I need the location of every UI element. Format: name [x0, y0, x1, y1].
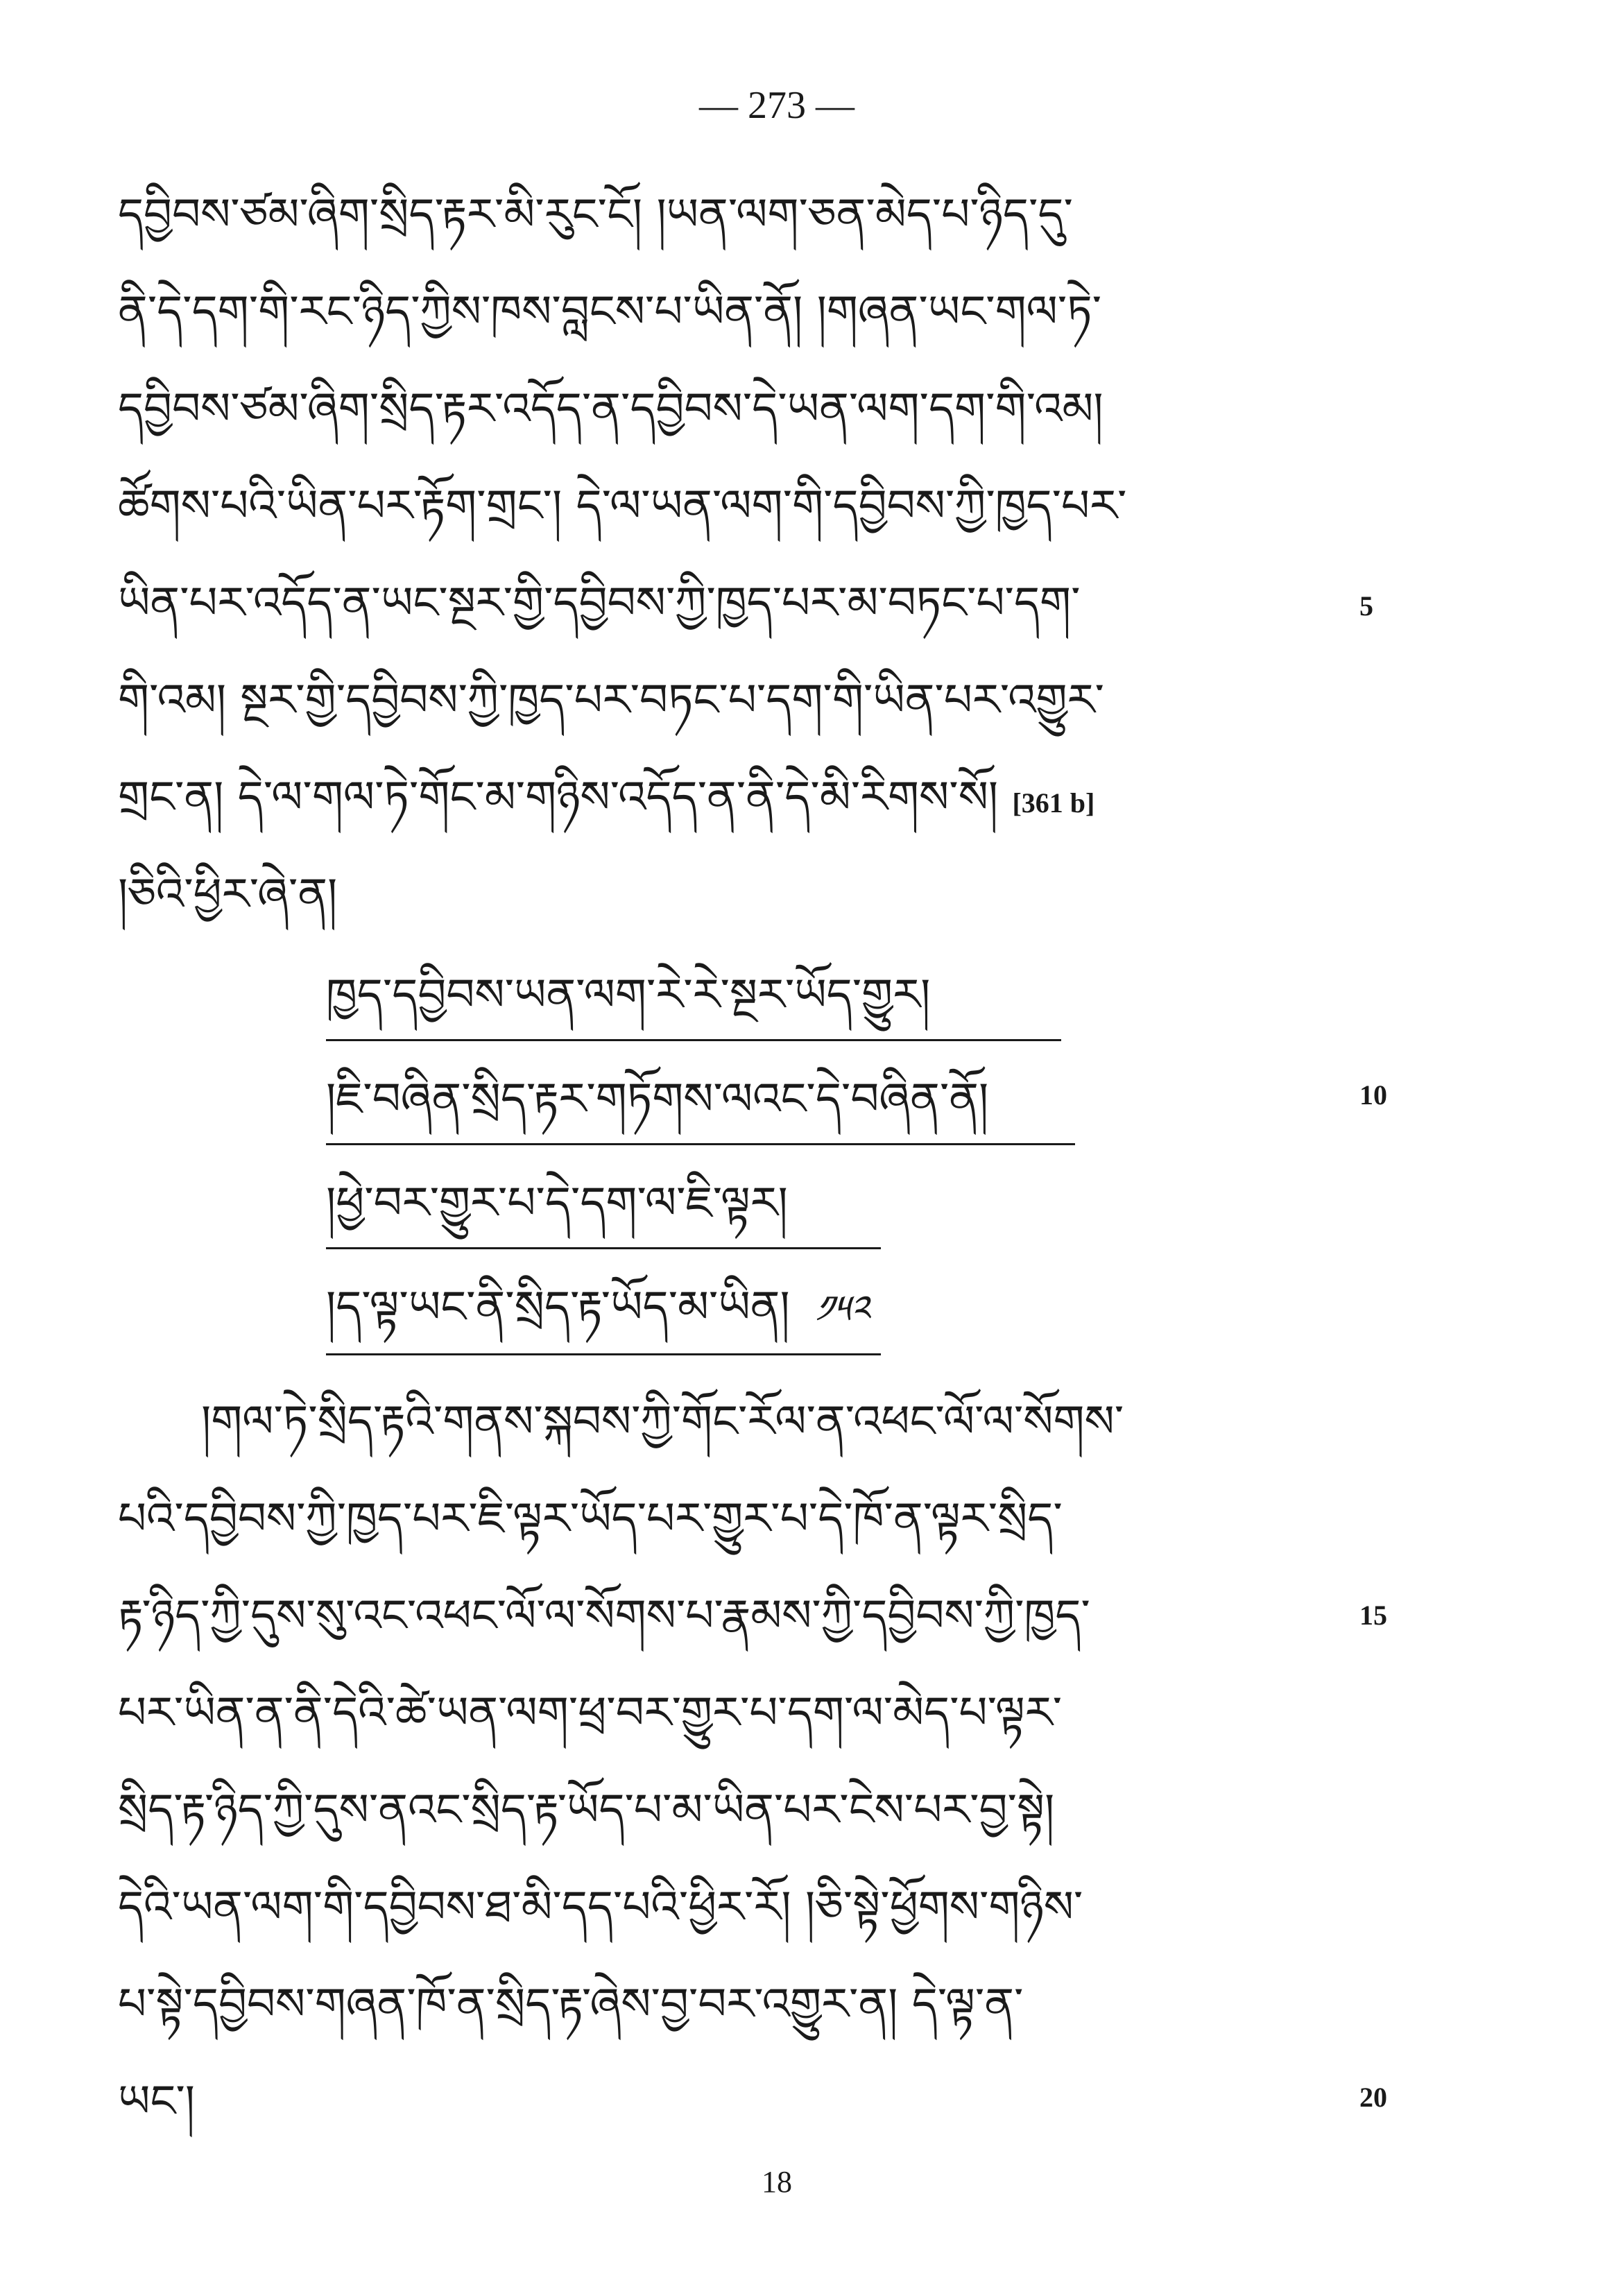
- text-line: དབྱིབས་ཙམ་ཞིག་སྲིད་རྟར་འདོད་ན་དབྱིབས་དེ་ཡན་ལག་དག་གི་འམ།: [118, 384, 1104, 435]
- intro-line: །ཅིའི་ཕྱིར་ཞེ་ན།: [118, 869, 338, 920]
- text-line: ཡང་།: [118, 2076, 195, 2127]
- verse-line-4-container: [326, 1269, 881, 1355]
- text-line: སྲིད་རྟ་ཉིད་ཀྱི་དུས་ནའང་སྲིད་རྟ་ཡོད་པ་མ་ཡིན་པར་ངེས་པར་བྱ་སྟེ།: [118, 1785, 1055, 1836]
- page-header: — 273 —: [699, 84, 855, 127]
- text-line: རྟ་ཉིད་ཀྱི་དུས་སུ་འང་འཕང་ལོ་ལ་སོགས་པ་རྣམས་ཀྱི་དབྱིབས་ཀྱི་ཁྱད་: [118, 1591, 1090, 1642]
- text-line: ནི་དེ་དག་གི་རང་ཉིད་ཀྱིས་ཁས་བླངས་པ་ཡིན་ནོ། །གཞན་ཡང་གལ་ཏེ་: [118, 286, 1102, 338]
- text-line: པར་ཡིན་ན་ནི་དེའི་ཚེ་ཡན་ལག་ཕྲ་བར་གྱུར་པ་དག་ལ་མེད་པ་ལྟར་: [118, 1688, 1063, 1739]
- text-line: དེའི་ཡན་ལག་གི་དབྱིབས་ཐ་མི་དད་པའི་ཕྱིར་རོ། །ཅི་སྟེ་ཕྱོགས་གཉིས་: [118, 1882, 1083, 1933]
- line-number-15: 15: [1359, 1600, 1387, 1631]
- verse-number-note: ༡༥༢: [815, 1289, 870, 1330]
- verse-line-4: །ད་ལྟ་ཡང་ནི་སྲིད་རྟ་ཡོད་མ་ཡིན།: [326, 1282, 790, 1333]
- text-line: པའི་དབྱིབས་ཀྱི་ཁྱད་པར་ཇི་ལྟར་ཡོད་པར་གྱུར་པ་དེ་ཁོ་ན་ལྟར་སྲིད་: [118, 1493, 1063, 1545]
- text-line: དབྱིབས་ཙམ་ཞིག་སྲིད་རྟར་མི་རུང་ངོ། །ཡན་ལག་ཅན་མེད་པ་ཉིད་དུ་: [118, 189, 1073, 241]
- text-line: ཡིན་པར་འདོད་ན་ཡང་སྔར་གྱི་དབྱིབས་ཀྱི་ཁྱད་པར་མ་བཏང་པ་དག་: [118, 578, 1081, 629]
- text-line: པ་སྟེ་དབྱིབས་གཞན་ཁོ་ན་སྲིད་རྟ་ཞེས་བྱ་བར་འགྱུར་ན། དེ་ལྟ་ན་: [118, 1979, 1024, 2030]
- line-number-10: 10: [1359, 1079, 1387, 1111]
- verse-line-2: །ཇི་བཞིན་སྲིད་རྟར་གཏོགས་ལའང་དེ་བཞིན་ནོ།: [326, 1061, 1075, 1145]
- folio-reference: [361 b]: [1012, 787, 1095, 819]
- verse-line-3: །ཕྱེ་བར་གྱུར་པ་དེ་དག་ལ་ཇི་ལྟར།: [326, 1165, 881, 1249]
- page-footer: 18: [762, 2165, 792, 2199]
- line-number-20: 20: [1359, 2082, 1387, 2113]
- text-line: ཚོགས་པའི་ཡིན་པར་རྟོག་གྲང་། དེ་ལ་ཡན་ལག་གི་དབྱིབས་ཀྱི་ཁྱད་པར་: [118, 481, 1127, 532]
- line-number-5: 5: [1359, 590, 1373, 622]
- text-line-with-folio: [118, 756, 1387, 839]
- text-line: །གལ་ཏེ་སྲིད་རྟའི་གནས་སྐབས་ཀྱི་གོང་རོལ་ན་འཕང་ལོ་ལ་སོགས་: [201, 1396, 1124, 1448]
- verse-line-1: ཁྱད་དབྱིབས་ཡན་ལག་རེ་རེ་སྔར་ཡོད་གྱུར།: [326, 957, 1061, 1041]
- text-line: གི་འམ། སྔར་གྱི་དབྱིབས་ཀྱི་ཁྱད་པར་བཏང་པ་དག་གི་ཡིན་པར་འགྱུར་: [118, 675, 1104, 726]
- text-line-content: གྲང་ན། དེ་ལ་གལ་ཏེ་གོང་མ་གཉིས་འདོད་ན་ནི་དེ་མི་རིགས་སོ།: [118, 772, 999, 823]
